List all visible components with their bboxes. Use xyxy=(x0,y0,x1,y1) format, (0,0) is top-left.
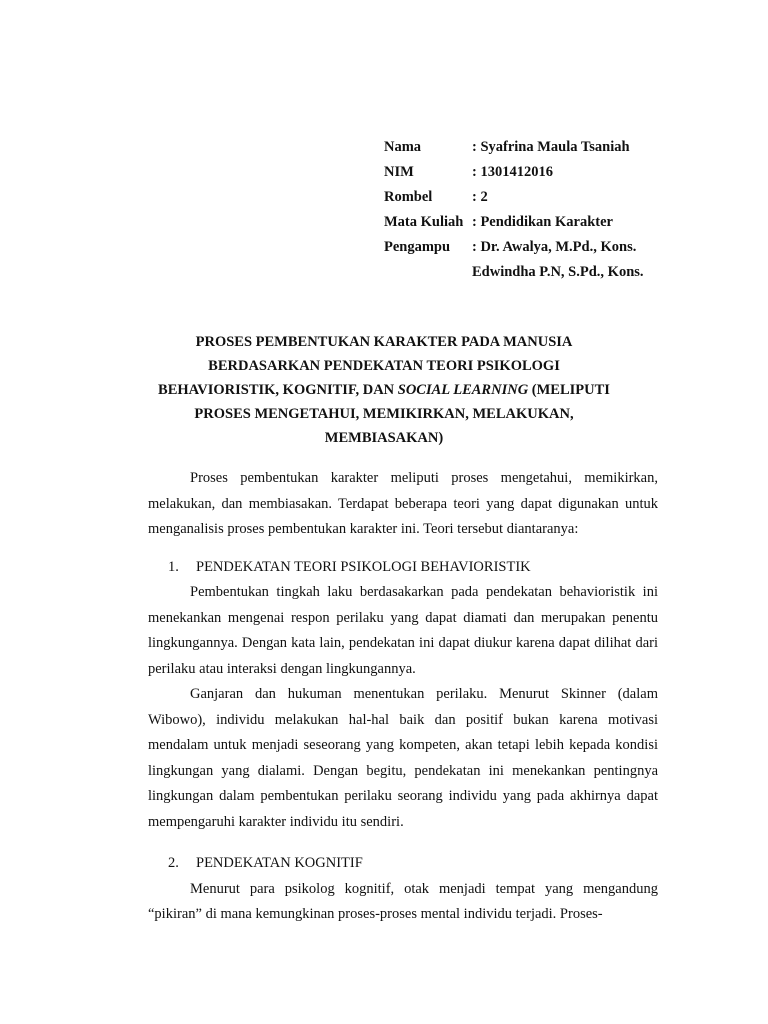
identity-label: Rombel xyxy=(384,189,433,205)
identity-row-rombel xyxy=(384,186,644,211)
document-title xyxy=(130,330,638,450)
identity-block xyxy=(384,136,644,286)
identity-row-name xyxy=(384,136,644,161)
title-line: MEMBIASAKAN) xyxy=(324,430,444,446)
section-title: PENDEKATAN TEORI PSIKOLOGI BEHAVIORISTIK xyxy=(196,558,531,575)
title-line: BERDASARKAN PENDEKATAN TEORI PSIKOLOGI xyxy=(208,358,560,374)
identity-label: Nama xyxy=(384,139,422,155)
section2-paragraph-1: Menurut para psikolog kognitif, otak menjadi tempat yang mengandung “pikiran” di mana kemungkinan proses-proses mental individu terjadi. Proses- xyxy=(148,880,658,922)
identity-value: : 1301412016 xyxy=(472,164,553,180)
identity-value: : Pendidikan Karakter xyxy=(472,214,613,230)
title-text: BEHAVIORISTIK, KOGNITIF, DAN xyxy=(158,382,398,398)
document-body xyxy=(148,466,658,928)
identity-label: NIM xyxy=(384,164,414,180)
identity-label: Pengampu xyxy=(384,239,451,255)
identity-label xyxy=(384,261,472,286)
identity-value: Edwindha P.N, S.Pd., Kons. xyxy=(472,264,644,280)
section1-paragraph-2: Ganjaran dan hukuman menentukan perilaku. Menurut Skinner (dalam Wibowo), individu melakukan hal-hal baik dan positif bukan karena motivasi mendalam untuk menjadi seseorang yang kompeten, akan tetapi lebih kepada kondisi lingkungan yang dialami. Dengan begitu, pendekatan ini menekankan pentingnya lingkungan dalam pembentukan perilaku seorang individu yang pada akhirnya dapat mempengaruhi karakter individu itu sendiri. xyxy=(148,686,658,830)
identity-row-course xyxy=(384,211,644,236)
section-title: PENDEKATAN KOGNITIF xyxy=(196,855,363,871)
section1-paragraph-1: Pembentukan tingkah laku berdasakarkan pada pendekatan behavioristik ini menekankan mengenai respon perilaku yang dapat diamati dan merupakan penentu lingkungannya. Dengan kata lain, pendekatan ini dapat diukur karena dapat dilihat dari perilaku atau interaksi dengan lingkungannya. xyxy=(148,584,658,677)
section-heading-2 xyxy=(148,851,658,877)
identity-value: : Syafrina Maula Tsaniah xyxy=(472,139,630,155)
identity-row-lecturer-2 xyxy=(384,261,644,286)
section-heading-1 xyxy=(148,555,658,581)
section-number: 2. xyxy=(168,855,179,871)
title-line: PROSES PEMBENTUKAN KARAKTER PADA MANUSIA xyxy=(195,334,573,350)
title-line xyxy=(130,378,638,402)
identity-row-lecturer xyxy=(384,236,644,261)
identity-label: Mata Kuliah xyxy=(384,214,464,230)
section-number: 1. xyxy=(168,558,179,575)
identity-row-nim xyxy=(384,161,644,186)
intro-paragraph: Proses pembentukan karakter meliputi proses mengetahui, memikirkan, melakukan, dan membiasakan. Terdapat beberapa teori yang dapat digunakan untuk menganalisis proses pembentukan karakter ini. Teori tersebut diantaranya: xyxy=(148,470,658,537)
title-text: (MELIPUTI xyxy=(528,382,610,398)
title-italic-text: SOCIAL LEARNING xyxy=(397,382,529,398)
identity-value: : 2 xyxy=(472,189,488,205)
title-line: PROSES MENGETAHUI, MEMIKIRKAN, MELAKUKAN, xyxy=(194,406,574,422)
identity-value: : Dr. Awalya, M.Pd., Kons. xyxy=(472,239,637,255)
